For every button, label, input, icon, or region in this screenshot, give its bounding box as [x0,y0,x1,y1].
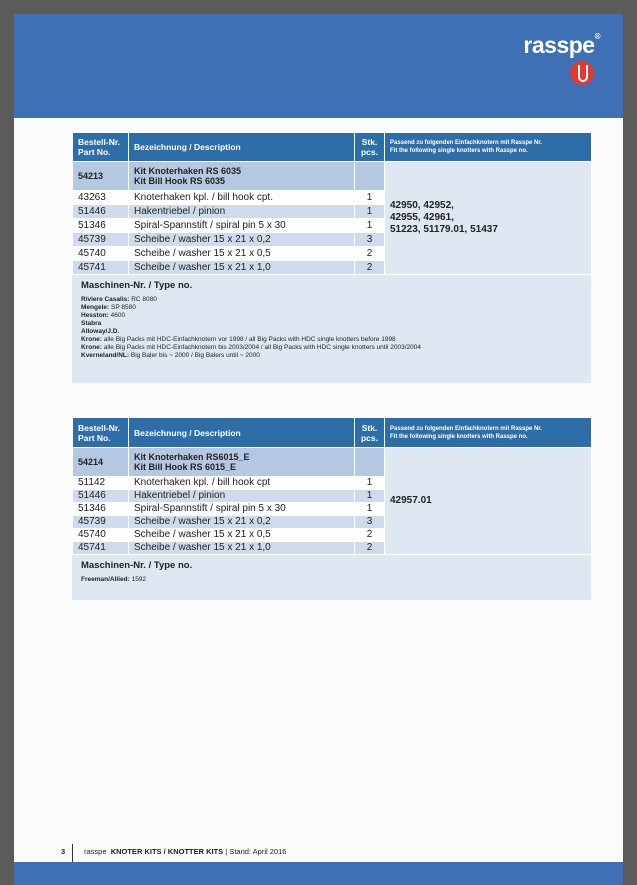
description-header: Bezeichnung / Description [129,418,355,448]
fits-header: Passend zu folgenden Einfachknotern mit Rasspe Nr. Fit the following single knotters with Rasspe no. [385,133,592,162]
machine-line: Kverneland/NL: Big Baler bis ~ 2000 / Big Balers until ~ 2000 [81,352,260,359]
fits-cell: 42950, 42952, 42955, 42961, 51223, 51179.01, 51437 [385,162,592,275]
table-row: 51446 Hakentriebel / pinion 1 [73,490,592,503]
description-header: Bezeichnung / Description [129,133,355,162]
table-row: 45740 Scheibe / washer 15 x 21 x 0,5 2 [73,529,592,542]
catalog-page [14,14,623,885]
machines-title: Maschinen-Nr. / Type no. [81,280,193,291]
kit-table [72,417,592,555]
qty-header: Stk. pcs. [355,133,385,162]
table-row: 45739 Scheibe / washer 15 x 21 x 0,2 3 [73,233,592,247]
machines-panel [72,275,591,383]
qty-header: Stk. pcs. [355,418,385,448]
page-number: 3 [61,847,66,856]
machine-line: Hesston: 4600 [81,312,126,319]
machines-title: Maschinen-Nr. / Type no. [81,560,193,571]
table-row: 45740 Scheibe / washer 15 x 21 x 0,5 2 [73,247,592,261]
table-header-row [73,133,592,162]
kit-name: Kit Knoterhaken RS6015_E Kit Bill Hook RS 6015_E [129,448,355,477]
rasspe-logo [508,32,608,92]
hook-logo-icon [570,61,594,85]
table-row: 51446 Hakentriebel / pinion 1 [73,205,592,219]
table-row: 43263 Knoterhaken kpl. / bill hook cpt. 1 [73,191,592,205]
table-header-row [73,418,592,448]
header-band [14,14,623,118]
kit-number: 54213 [73,162,129,191]
logo-text: rasspe [523,32,595,58]
table-row: 45741 Scheibe / washer 15 x 21 x 1,0 2 [73,542,592,555]
table-row: 51346 Spiral-Spannstift / spiral pin 5 x 30 1 [73,503,592,516]
machine-line: Krone: alle Big Packs mit HDC-Einfachknotern bis 2003/2004 / all Big Packs with HDC single knotters until 2003/2004 [81,344,421,351]
kit-name: Kit Knoterhaken RS 6035 Kit Bill Hook RS 6035 [129,162,355,191]
machine-line: Stabra [81,320,102,327]
machines-panel [72,555,591,600]
bottom-band [14,862,623,885]
fits-header: Passend zu folgenden Einfachknotern mit Rasspe Nr. Fit the following single knotters with Rasspe no. [385,418,592,448]
table-row: 45741 Scheibe / washer 15 x 21 x 1,0 2 [73,261,592,275]
kit-block-54213 [72,132,591,383]
machine-line: Freeman/Allied: 1592 [81,576,147,583]
order-no-header: Bestell-Nr. Part No. [73,133,129,162]
machine-line: Mengele: SP 8580 [81,304,136,311]
kit-block-54214 [72,417,591,600]
machine-line: Riviere Casalis: RC 8080 [81,296,157,303]
kit-row [73,162,592,191]
kit-row [73,448,592,477]
logo-registered-mark: ® [594,32,600,41]
machine-line: Alloway/J.D. [81,328,120,335]
order-no-header: Bestell-Nr. Part No. [73,418,129,448]
table-row: 51142 Knoterhaken kpl. / bill hook cpt 1 [73,477,592,490]
table-row: 45739 Scheibe / washer 15 x 21 x 0,2 3 [73,516,592,529]
table-row: 51346 Spiral-Spannstift / spiral pin 5 x 30 1 [73,219,592,233]
footer-text: rasspe KNOTER KITS / KNOTTER KITS | Stand: April 2016 [84,847,287,856]
kit-table [72,132,592,275]
machine-line: Krone: alle Big Packs mit HDC-Einfachknotern vor 1998 / all Big Packs with HDC single knotters before 1998 [81,336,396,343]
kit-number: 54214 [73,448,129,477]
fits-cell: 42957.01 [385,448,592,555]
